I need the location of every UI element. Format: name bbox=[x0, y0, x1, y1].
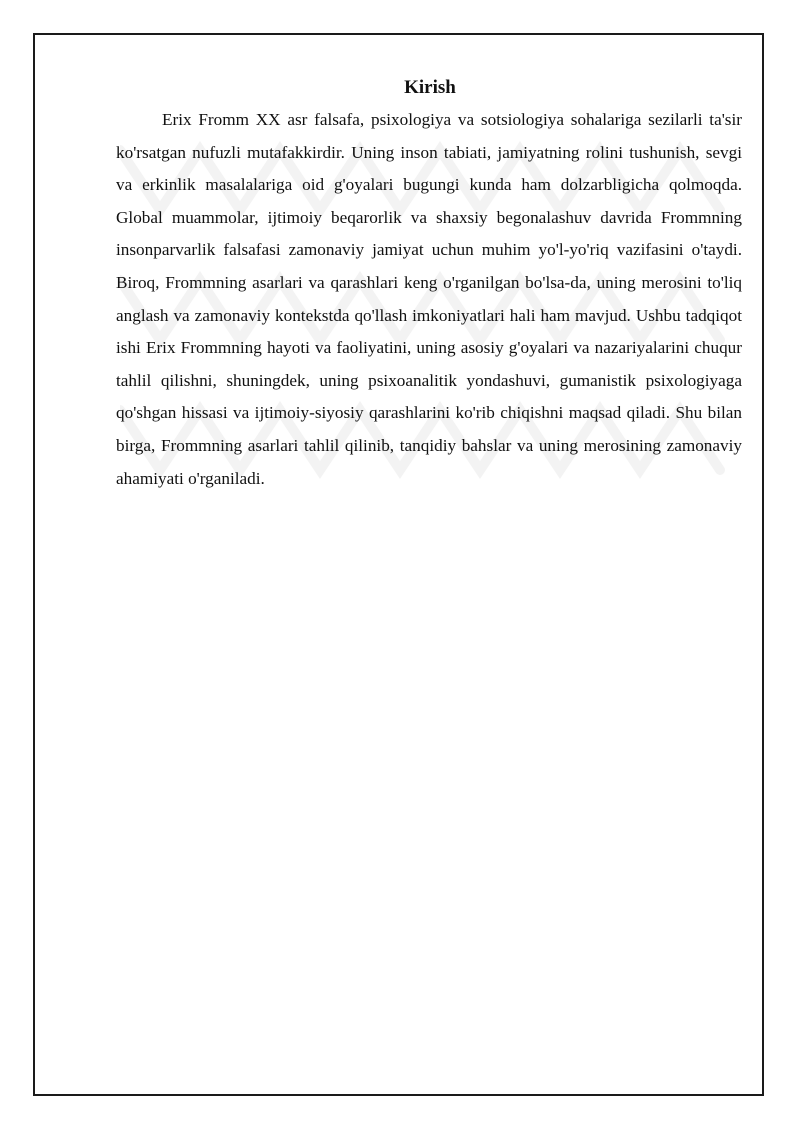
body-paragraph: Erix Fromm XX asr falsafa, psixologiya va sotsiologiya sohalariga sezilarli ta'sir ko'rsatgan nufuzli mutafakkirdir. Uning inson tabiati, jamiyatning rolini tushunish, sevgi va erkinlik masalalariga oid g'oyalari bugungi kunda ham dolzarbligicha qolmoqda. Global muammolar, ijtimoiy beqarorlik va shaxsiy begonalashuv davrida Frommning insonparvarlik falsafasi zamonaviy jamiyat uchun muhim yo'l-yo'riq vazifasini o'taydi. Biroq, Frommning asarlari va qarashlari keng o'rganilgan bo'lsa-da, uning merosini to'liq anglash va zamonaviy kontekstda qo'llash imkoniyatlari hali ham mavjud. Ushbu tadqiqot ishi Erix Frommning hayoti va faoliyatini, uning asosiy g'oyalari va nazariyalarini chuqur tahlil qilishni, shuningdek, uning psixoanalitik yondashuvi, gumanistik psixologiyaga qo'shgan hissasi va ijtimoiy-siyosiy qarashlarini ko'rib chiqishni maqsad qiladi. Shu bilan birga, Frommning asarlari tahlil qilinib, tanqidiy bahslar va uning merosining zamonaviy ahamiyati o'rganiladi. bbox=[116, 110, 742, 488]
document-content bbox=[116, 74, 742, 495]
section-title: Kirish bbox=[404, 77, 456, 98]
